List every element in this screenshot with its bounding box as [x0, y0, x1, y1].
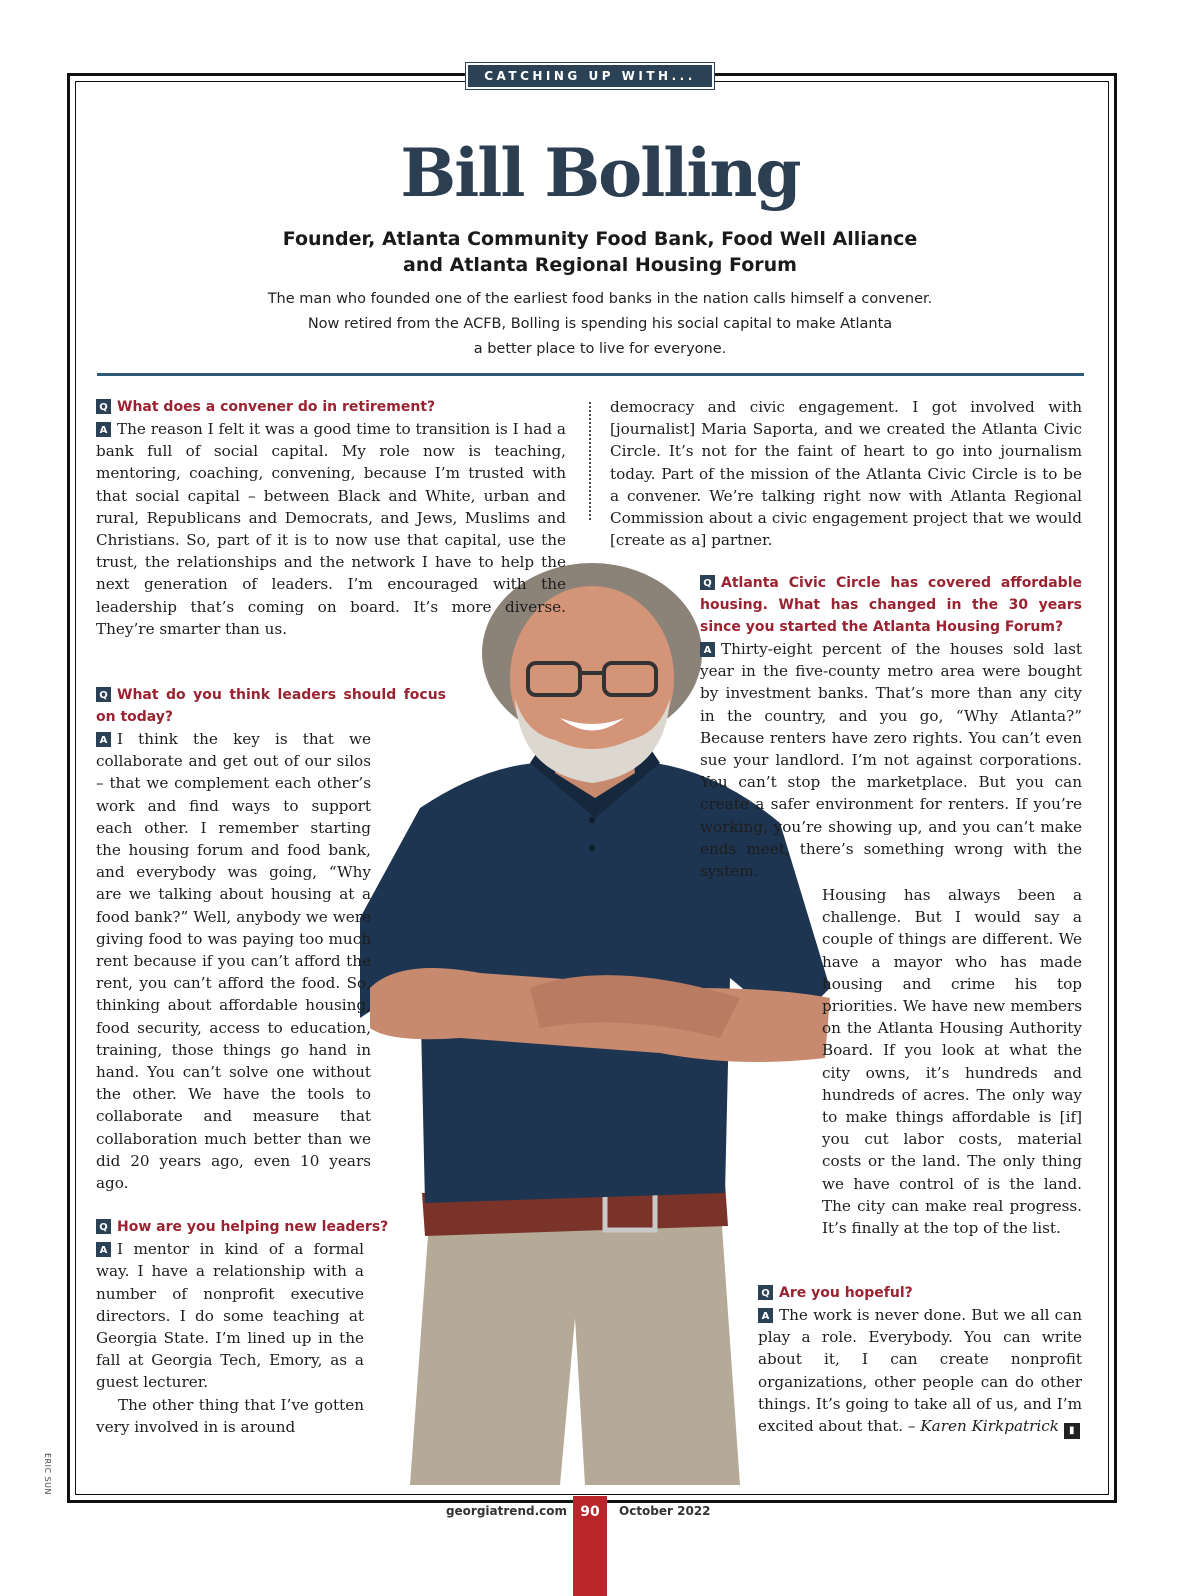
dek-line-1: The man who founded one of the earliest food banks in the nation calls himself a convener. — [267, 291, 933, 307]
question-4 — [700, 572, 1082, 638]
dek — [200, 287, 1000, 362]
subhead-line-2: and Atlanta Regional Housing Forum — [403, 254, 797, 276]
answer-3-text: I mentor in kind of a formal way. I have a relationship with a number of nonprofit executive directors. I do some teaching at Georgia State. I’m lined up in the fall at Georgia Tech, Emory, as a guest lecturer. — [96, 1240, 364, 1392]
answer-3 — [96, 1238, 364, 1393]
left-column-upper — [96, 396, 566, 662]
section-kicker: CATCHING UP WITH... — [466, 63, 714, 89]
answer-4 — [700, 638, 1082, 882]
dek-line-2: Now retired from the ACFB, Bolling is spending his social capital to make Atlanta — [307, 316, 893, 332]
left-column-middle — [96, 684, 446, 1438]
subhead-line-1: Founder, Atlanta Community Food Bank, Food Well Alliance — [282, 228, 918, 250]
right-column-upper — [610, 396, 1082, 551]
right-column-lower — [822, 884, 1082, 1239]
subhead — [200, 226, 1000, 278]
question-4-text: Atlanta Civic Circle has covered affordable housing. What has changed in the 30 years since you started the Atlanta Housing Forum? — [700, 575, 1082, 635]
continued-text: democracy and civic engagement. I got involved with [journalist] Maria Saporta, and we created the Atlanta Civic Circle. It’s not for the faint of heart to go into journalism today. Part of the mission of the Atlanta Civic Circle is to be a convener. We’re talking right now with Atlanta Regional Commission about a civic engagement project that we would [create as a] partner. — [610, 398, 1082, 550]
question-5-text: Are you hopeful? — [779, 1285, 913, 1301]
q-badge-icon: Q — [700, 575, 715, 590]
answer-3-continued: The other thing that I’ve gotten very involved in is around — [96, 1395, 364, 1436]
footer-date: October 2022 — [619, 1504, 711, 1518]
question-5 — [758, 1282, 1082, 1304]
q-badge-icon: Q — [758, 1285, 773, 1300]
a-badge-icon: A — [96, 422, 111, 437]
question-1-text: What does a convener do in retirement? — [117, 399, 436, 415]
answer-1 — [96, 418, 566, 662]
answer-1-text: The reason I felt it was a good time to transition is I had a bank full of social capital. My role now is teaching, mentoring, coaching, convening, because I’m trusted with that social capital – between Black and White, urban and rural, Republicans and Democrats, and Jews, Muslims and Christians. So, part of it is to now use that capital, use the trust, the relationships and the network I have to help the next generation of leaders. I’m encouraged with the leadership that’s coming on board. It’s more diverse. They’re smarter than us. — [96, 420, 566, 638]
a-badge-icon: A — [96, 732, 111, 747]
a-badge-icon: A — [700, 642, 715, 657]
question-3-text: How are you helping new leaders? — [117, 1219, 389, 1236]
q-badge-icon: Q — [96, 399, 111, 414]
answer-2-text: I think the key is that we collaborate and get out of our silos – that we complement each other’s work and find ways to support each other. I remember starting the housing forum and food bank, and everybody was going, “Why are we talking about housing at a food bank?” Well, anybody we were giving food to was paying too much rent because if you can’t afford the rent, you can’t afford the food. So, thinking about affordable housing, food security, access to education, training, those things go hand in hand. You can’t solve one without the other. We have the tools to collaborate and measure that collaboration much better than we did 20 years ago, even 10 years ago. — [96, 730, 371, 1193]
footer-site: georgiatrend.com — [445, 1504, 567, 1518]
author-name: Karen Kirkpatrick — [920, 1417, 1059, 1436]
a-badge-icon: A — [758, 1308, 773, 1323]
dek-line-3: a better place to live for everyone. — [473, 341, 727, 357]
q-badge-icon: Q — [96, 687, 111, 702]
question-2-text: What do you think leaders should focus on today? — [96, 687, 446, 725]
header-rule — [97, 373, 1084, 376]
q-badge-icon: Q — [96, 1219, 111, 1234]
answer-2 — [96, 728, 371, 1194]
answer-4-text: Thirty-eight percent of the houses sold last year in the five-county metro area were bought by investment banks. That’s more than any city in the country, and you go, “Why Atlanta?” Because renters have zero rights. You can’t even sue your landlord. I’m not against corporations. You can’t stop the marketplace. But you can create a safer environment for renters. If you’re working, you’re showing up, and you can’t make ends meet, there’s something wrong with the system. — [700, 640, 1082, 881]
right-column-middle — [700, 572, 1082, 882]
end-mark-icon: ▮ — [1064, 1423, 1080, 1439]
headline: Bill Bolling — [400, 134, 800, 212]
answer-5 — [758, 1304, 1082, 1439]
answer-5-text: The work is never done. But we all can play a role. Everybody. You can write about it, I can create nonprofit organizations, other people can do other things. It’s going to take all of us, and I’m excited about that. – — [758, 1306, 1082, 1436]
question-2 — [96, 684, 446, 728]
answer-4-continued: Housing has always been a challenge. But I would say a couple of things are different. We have a mayor who has made housing and crime his top priorities. We have new members on the Atlanta Housing Authority Board. If you look at what the city owns, it’s hundreds and hundreds of acres. The only way to make things affordable is [if] you cut labor costs, material costs or the land. The only thing we have control of is the land. The city can make real progress. It’s finally at the top of the list. — [822, 886, 1082, 1238]
a-badge-icon: A — [96, 1242, 111, 1257]
column-divider — [589, 402, 591, 520]
question-3 — [96, 1216, 446, 1238]
photo-credit: ERIC SUN — [43, 1453, 52, 1496]
question-1 — [96, 396, 566, 418]
right-column-bottom — [758, 1282, 1082, 1439]
page-number: 90 — [580, 1504, 600, 1520]
